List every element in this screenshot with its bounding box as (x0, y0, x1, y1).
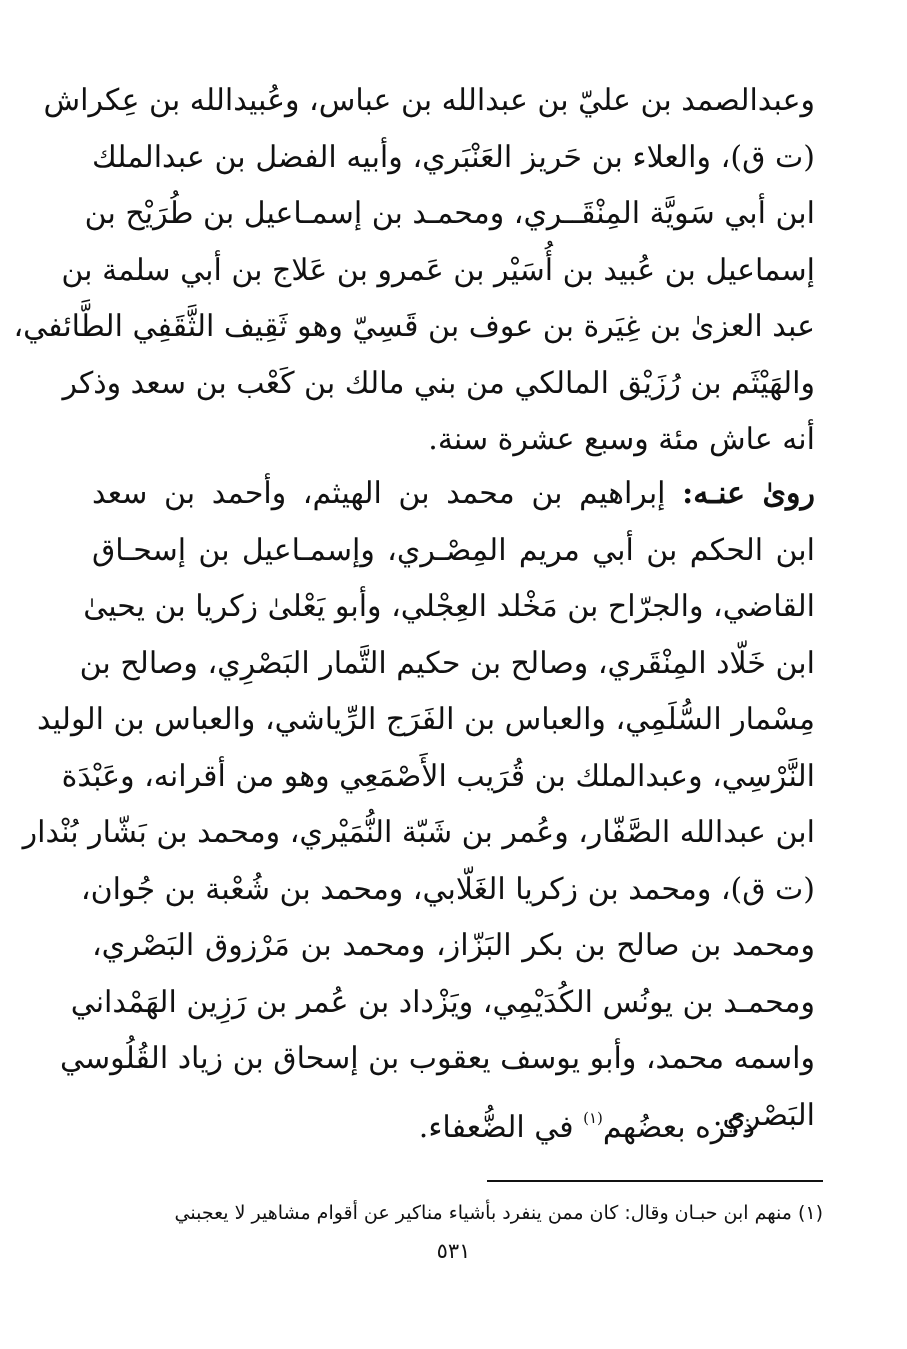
note-text-before: ذكره بعضُهم (602, 1110, 755, 1145)
text-line (92, 466, 815, 523)
text-line: (ت ق)، ومحمد بن زكريا الغَلّابي، ومحمد بن شُعْبة بن جُوان، (80, 871, 815, 907)
text-line: ومحمد بن صالح بن بكر البَزّاز، ومحمد بن مَرْزوق البَصْري، (92, 928, 815, 963)
text-line: ومحمـد بن يونُس الكُدَيْمِي، ويَزْداد بن عُمر بن رَزِين الهَمْداني (70, 984, 815, 1020)
note-text-after: في الضُّعفاء. (418, 1110, 584, 1145)
text-line (92, 1100, 755, 1157)
text-line: عبد العزىٰ بن غِيَرة بن عوف بن قَسِيّ وهو ثَقِيف الثَّقَفِي الطَّائفي، (13, 309, 815, 344)
footnote-marker[interactable]: (١) (583, 1109, 603, 1127)
footnote-separator (487, 1180, 823, 1182)
text-line: ابن خَلّاد المِنْقَري، وصالح بن حكيم التَّمار البَصْرِي، وصالح بن (79, 645, 815, 681)
text-line: النَّرْسِي، وعبدالملك بن قُرَيب الأَصْمَعِي وهو من أقرانه، وعَبْدَة (61, 758, 815, 794)
weak-narrators-note (92, 1100, 755, 1157)
footnote (83, 1198, 823, 1228)
text-line: (ت ق)، والعلاء بن حَريز العَنْبَري، وأبيه الفضل بن عبدالملك (92, 139, 815, 175)
text-line: ابن عبدالله الصَّفّار، وعُمر بن شَبّة النُّمَيْري، ومحمد بن بَشّار بُنْدار (22, 815, 815, 850)
text-line: مِسْمار السُّلَمِي، والعباس بن الفَرَج الرِّياشي، والعباس بن الوليد (37, 702, 815, 737)
narrators-paragraph (22, 466, 815, 1144)
text-line: ابن أبي سَويَّة المِنْقَــري، ومحمـد بن إسمـاعيل بن طُرَيْح بن (84, 196, 815, 231)
text-line: وعبدالصمد بن عليّ بن عبدالله بن عباس، وعُبيدالله بن عِكراش (43, 83, 815, 118)
footnote-text: منهم ابن حبـان وقال: كان ممن ينفرد بأشياء مناكير عن أقوام مشاهير لا يعجبني (174, 1202, 792, 1224)
text-line: البَصْري. (712, 1097, 815, 1133)
biography-paragraph (13, 73, 815, 469)
text-line: القاضي، والجرّاح بن مَخْلد العِجْلي، وأبو يَعْلىٰ زكريا بن يحيىٰ (83, 589, 815, 624)
text-line: ابن الحكم بن أبي مريم المِصْـري، وإسمـاعيل بن إسحـاق (92, 532, 815, 568)
text-line: واسمه محمد، وأبو يوسف يعقوب بن إسحاق بن زياد القُلُوسي (59, 1041, 815, 1076)
footnote-number: (١) (797, 1202, 823, 1224)
text-line: إسماعيل بن عُبيد بن أُسَيْر بن عَمرو بن عَلاج بن أبي سلمة بن (61, 252, 815, 288)
text-line: أنه عاش مئة وسبع عشرة سنة. (428, 422, 815, 457)
text-line: والهَيْثَم بن رُزَيْق المالكي من بني مالك بن كَعْب بن سعد وذكر (62, 365, 815, 401)
text-line-rest: إبراهيم بن محمد بن الهيثم، وأحمد بن سعد (92, 476, 683, 511)
narrated-from-him-heading: روىٰ عنـه: (682, 476, 815, 511)
page-number: ٥٣١ (436, 1239, 471, 1263)
